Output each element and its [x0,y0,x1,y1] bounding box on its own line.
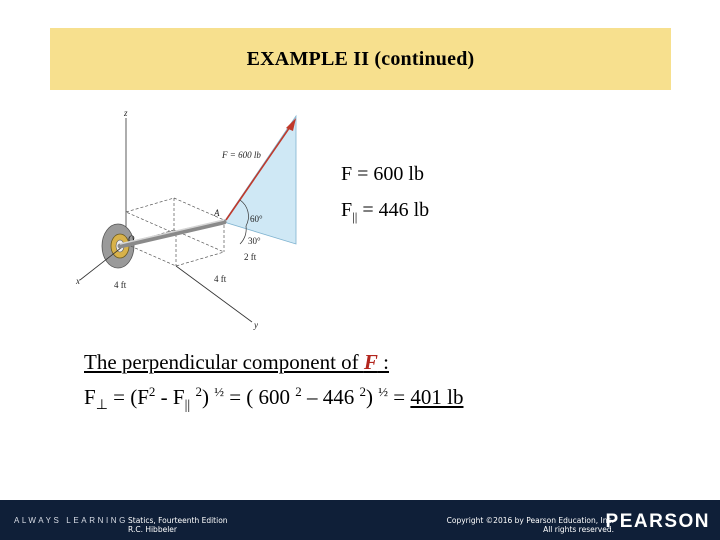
angle-30-label: 30° [248,236,261,246]
formula-exponent: ½ [378,384,389,399]
heading-prefix: The perpendicular component of [84,350,364,374]
formula-part: ) [366,385,379,409]
copyright-notice [447,516,614,534]
formula-part: = (F [107,385,149,409]
dim-4ft-left-label: 4 ft [114,280,127,290]
z-axis-label: z [124,108,128,118]
y-axis-label: y [254,320,258,330]
x-axis-label: x [76,276,80,286]
heading-suffix: : [377,350,389,374]
book-info [128,516,228,534]
formula-exponent: ½ [214,384,224,399]
always-learning-tagline: ALWAYS LEARNING [14,516,128,525]
formula-part: = ( 600 [223,385,296,409]
point-a-label: A [214,208,220,218]
formula-exponent: 2 [148,384,156,399]
copyright-line-2: All rights reserved. [543,525,614,534]
formula-exponent: 2 [195,384,202,399]
origin-label: O [128,234,135,244]
heading-symbol: F [363,350,378,374]
dim-2ft-label: 2 ft [244,252,257,262]
fpar-subscript: || [352,209,358,224]
fperp-subscript: ⊥ [95,398,108,414]
force-label: F = 600 lb [222,150,261,160]
rod-highlight [120,220,224,244]
fperp-label: F [84,385,96,409]
formula-result: 401 lb [410,385,464,409]
parallel-component-line [341,192,429,235]
statics-figure [74,104,336,336]
slide-title-bar [50,28,671,90]
force-magnitude-line [341,156,429,192]
rod [120,222,224,246]
formula-part: ) [201,385,215,409]
fpar-value: = 446 lb [362,199,430,221]
perpendicular-heading [84,350,389,375]
formula-subscript: || [184,398,191,414]
footer-bar [0,500,720,540]
formula-part: - F [155,385,185,409]
slide-title: EXAMPLE II (continued) [246,47,475,70]
perpendicular-formula [84,384,463,414]
angle-60-label: 60° [250,214,263,224]
fpar-label: F [341,199,353,221]
formula-part: = [388,385,411,409]
dim-4ft-right-label: 4 ft [214,274,227,284]
book-author: R.C. Hibbeler [128,525,177,534]
f-value: = 600 lb [357,163,424,185]
formula-exponent: 2 [359,384,367,399]
book-title: Statics, Fourteenth Edition [128,516,228,525]
f-label: F [341,163,353,185]
pearson-logo: PEARSON [605,511,710,532]
copyright-line-1: Copyright ©2016 by Pearson Education, Inc. [446,516,614,525]
formula-part: – 446 [301,385,360,409]
formula-exponent: 2 [295,384,302,399]
force-values [341,156,429,235]
